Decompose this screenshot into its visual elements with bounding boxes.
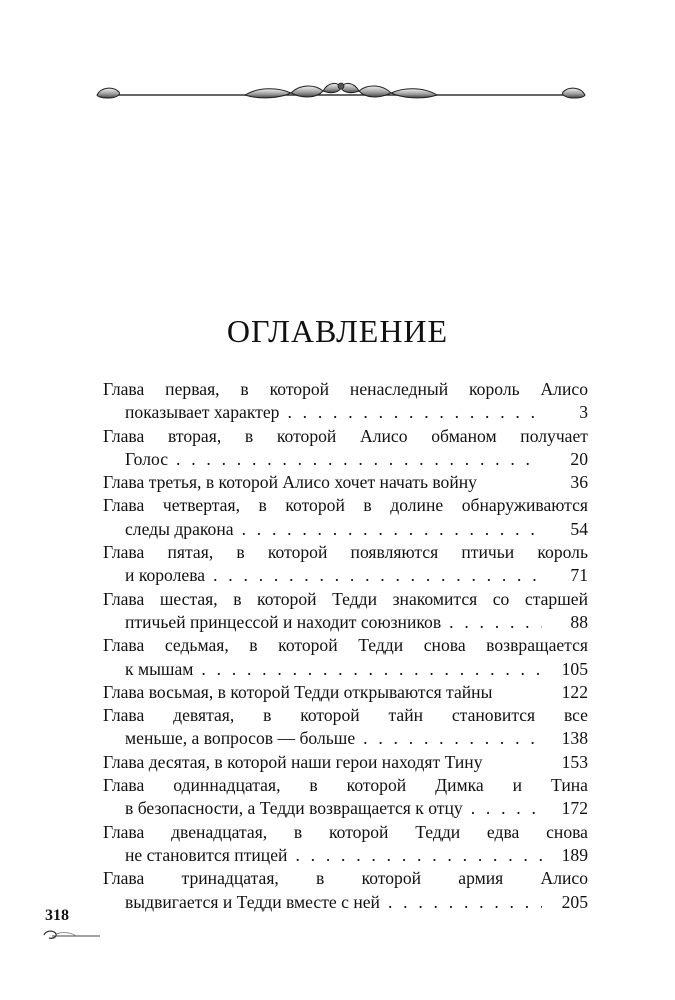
- toc-entry-title-line: Глава тринадцатая, в которой армия Алисо: [103, 868, 588, 889]
- toc-entry-continuation: [103, 448, 588, 471]
- toc-entry: [103, 588, 588, 635]
- vine-ornament-icon: [95, 78, 587, 108]
- page-title: ОГЛАВЛЕНИЕ: [226, 313, 449, 349]
- toc-page-number: 36: [570, 472, 588, 493]
- toc-entry-continuation: [103, 844, 588, 867]
- dot-leader: [287, 401, 542, 424]
- toc-entry: [103, 821, 588, 868]
- dot-leader: [201, 658, 542, 681]
- toc-page-number: 20: [570, 448, 588, 469]
- toc-entry: [103, 541, 588, 588]
- toc-entry-continuation: [103, 611, 588, 634]
- toc-entry-title-line: Глава первая, в которой ненаследный король Алисо: [103, 379, 588, 399]
- swash-ornament-icon: [42, 928, 102, 942]
- toc-entry-continuation: [103, 727, 588, 750]
- toc-page-number: 138: [561, 728, 588, 749]
- toc-entry-continuation: [103, 658, 588, 681]
- toc-page-number: 172: [561, 798, 588, 819]
- toc-entry-continuation: [103, 891, 588, 914]
- toc-page-number: 3: [579, 402, 588, 423]
- toc-entry: [103, 425, 588, 472]
- toc-entry-title-line: показывает характер: [125, 402, 280, 423]
- dot-leader: [213, 564, 542, 587]
- toc-entry: [103, 378, 588, 425]
- toc-entry-title-line: и королева: [125, 565, 206, 586]
- toc-entry: [103, 494, 588, 541]
- toc-entry: [103, 681, 588, 704]
- toc-entry-continuation: [103, 401, 588, 424]
- toc-entry-title-line: Глава девятая, в которой тайн становится все: [103, 705, 588, 726]
- toc-entry-title-line: Глава восьмая, в которой Тедди открываются тайны: [103, 681, 493, 702]
- toc-page-number: 205: [561, 891, 588, 912]
- toc-entry-title-line: Глава десятая, в которой наши герои находят Тину: [103, 751, 483, 772]
- toc-entry-title-line: Глава двенадцатая, в которой Тедди едва снова: [103, 821, 588, 842]
- toc-entry-title-line: Глава одиннадцатая, в которой Димка и Тина: [103, 775, 588, 796]
- toc-entry-title-line: Глава четвертая, в которой в долине обнаруживаются: [103, 495, 588, 516]
- dot-leader: [388, 891, 542, 914]
- dot-leader: [471, 797, 542, 820]
- toc-entry-title-line: Глава шестая, в которой Тедди знакомится со старшей: [103, 588, 588, 609]
- toc-entry-title-line: Глава вторая, в которой Алисо обманом получает: [103, 425, 588, 446]
- toc-page-number: 105: [561, 658, 588, 679]
- toc-page-number: 122: [561, 681, 588, 702]
- toc-entry: [103, 751, 588, 774]
- toc-entry-title-line: следы дракона: [125, 518, 234, 539]
- dot-leader: [176, 448, 542, 471]
- toc-entry-title-line: Глава седьмая, в которой Тедди снова возвращается: [103, 635, 588, 656]
- toc-page-number: 153: [561, 751, 588, 772]
- toc-entry: [103, 471, 588, 494]
- toc-entry-title-line: выдвигается и Тедди вместе с ней: [125, 891, 380, 912]
- toc-entry-title-line: не становится птицей: [125, 844, 288, 865]
- toc-entry: [103, 634, 588, 681]
- toc-entry-continuation: [103, 518, 588, 541]
- toc-entry-title-line: меньше, а вопросов — больше: [125, 728, 356, 749]
- dot-leader: [242, 518, 542, 541]
- dot-leader: [449, 611, 542, 634]
- toc-entry-title-line: в безопасности, а Тедди возвращается к отцу: [125, 798, 463, 819]
- toc-page-number: 88: [570, 611, 588, 632]
- toc-entry-title-line: Глава пятая, в которой появляются птичьи король: [103, 542, 588, 563]
- toc-entry-title-line: Глава третья, в которой Алисо хочет начать войну: [103, 472, 477, 493]
- toc-entry: [103, 867, 588, 914]
- toc-entry-title-line: птичьей принцессой и находит союзников: [125, 611, 442, 632]
- toc-entry-continuation: [103, 564, 588, 587]
- dot-leader: [295, 844, 542, 867]
- toc-page-number: 189: [561, 844, 588, 865]
- page-number: 318: [45, 907, 69, 924]
- toc-entry-title-line: к мышам: [125, 658, 194, 679]
- toc-page-number: 71: [570, 565, 588, 586]
- toc-page-number: 54: [570, 518, 588, 539]
- table-of-contents: [103, 378, 588, 914]
- toc-entry: [103, 774, 588, 821]
- toc-entry-continuation: [103, 797, 588, 820]
- dot-leader: [363, 727, 542, 750]
- toc-entry-title-line: Голос: [125, 448, 169, 469]
- toc-entry: [103, 704, 588, 751]
